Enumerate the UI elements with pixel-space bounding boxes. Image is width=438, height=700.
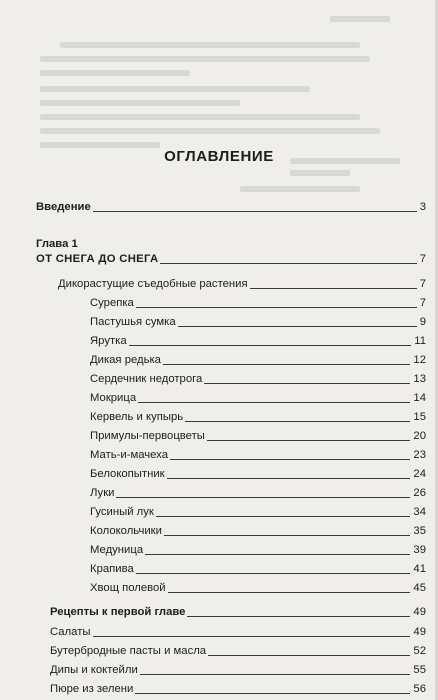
dotted-leader xyxy=(170,459,410,460)
toc-entry-recipe[interactable] xyxy=(50,663,426,677)
toc-entry-label: Сурепка xyxy=(90,297,134,309)
toc-entry-page: 20 xyxy=(413,430,426,442)
bleed-through-text xyxy=(0,0,438,195)
dotted-leader xyxy=(207,440,411,441)
dotted-leader xyxy=(116,497,410,498)
dotted-leader xyxy=(164,535,411,536)
chapter-title: ОТ СНЕГА ДО СНЕГА xyxy=(36,253,159,265)
toc-entry-recipes[interactable] xyxy=(50,605,426,619)
toc-entry-plant[interactable] xyxy=(90,562,426,576)
toc-entry-plant[interactable] xyxy=(90,448,426,462)
dotted-leader xyxy=(168,592,411,593)
toc-entry-label: Пастушья сумка xyxy=(90,316,176,328)
toc-entry-page: 7 xyxy=(419,278,426,290)
toc-entry-label: Ярутка xyxy=(90,335,127,347)
dotted-leader xyxy=(93,211,417,212)
toc-entry-label: Дипы и коктейли xyxy=(50,664,138,676)
toc-entry-label: Бутербродные пасты и масла xyxy=(50,645,207,657)
toc-entry-label: Кервель и купырь xyxy=(90,411,184,423)
dotted-leader xyxy=(167,478,411,479)
toc-entry-plant[interactable] xyxy=(90,581,426,595)
toc-entry-label: Сердечник недотрога xyxy=(90,373,203,385)
toc-entry-page: 7 xyxy=(419,253,426,265)
toc-entry-plant[interactable] xyxy=(90,505,426,519)
dotted-leader xyxy=(178,326,417,327)
toc-entry-label: Крапива xyxy=(90,563,134,575)
toc-entry-page: 11 xyxy=(414,335,426,347)
toc-entry-label: Медуница xyxy=(90,544,144,556)
dotted-leader xyxy=(250,288,417,289)
toc-entry-page: 52 xyxy=(413,645,426,657)
toc-entry-page: 49 xyxy=(413,626,426,638)
page-title: ОГЛАВЛЕНИЕ xyxy=(164,148,274,165)
chapter-number: Глава 1 xyxy=(36,238,78,250)
toc-entry-intro[interactable] xyxy=(36,200,426,214)
toc-entry-label: Мокрица xyxy=(90,392,137,404)
toc-entry-label: Примулы-первоцветы xyxy=(90,430,205,442)
toc-entry-page: 55 xyxy=(413,664,426,676)
dotted-leader xyxy=(163,364,410,365)
toc-entry-plant[interactable] xyxy=(90,410,426,424)
toc-entry-page: 45 xyxy=(413,582,426,594)
toc-entry-page: 3 xyxy=(419,201,426,213)
toc-entry-page: 35 xyxy=(413,525,426,537)
dotted-leader xyxy=(156,516,411,517)
dotted-leader xyxy=(93,636,411,637)
toc-entry-label: Хвощ полевой xyxy=(90,582,166,594)
dotted-leader xyxy=(129,345,412,346)
toc-entry-plant[interactable] xyxy=(90,372,426,386)
toc-entry-page: 24 xyxy=(413,468,426,480)
toc-entry-plant[interactable] xyxy=(90,543,426,557)
toc-entry-plant[interactable] xyxy=(90,315,426,329)
toc-entry-plant[interactable] xyxy=(90,524,426,538)
dotted-leader xyxy=(185,421,410,422)
toc-entry-page: 13 xyxy=(413,373,426,385)
toc-entry-recipe[interactable] xyxy=(50,625,426,639)
toc-entry-page: 34 xyxy=(413,506,426,518)
dotted-leader xyxy=(145,554,410,555)
dotted-leader xyxy=(160,263,416,264)
toc-entry-plant[interactable] xyxy=(90,467,426,481)
toc-entry-label: Салаты xyxy=(50,626,91,638)
toc-entry-page: 14 xyxy=(413,392,426,404)
dotted-leader xyxy=(136,307,417,308)
dotted-leader xyxy=(187,616,410,617)
dotted-leader xyxy=(136,573,411,574)
dotted-leader xyxy=(204,383,410,384)
toc-entry-label: Пюре из зелени xyxy=(50,683,134,695)
toc-entry-recipe[interactable] xyxy=(50,644,426,658)
toc-entry-plant[interactable] xyxy=(90,429,426,443)
dotted-leader xyxy=(135,693,410,694)
toc-entry-label: Дикорастущие съедобные растения xyxy=(58,278,248,290)
toc-entry-page: 7 xyxy=(419,297,426,309)
toc-entry-page: 39 xyxy=(413,544,426,556)
toc-entry-page: 9 xyxy=(419,316,426,328)
toc-entry-plant[interactable] xyxy=(90,334,426,348)
toc-entry-page: 56 xyxy=(413,683,426,695)
toc-entry-label: Гусиный лук xyxy=(90,506,154,518)
toc-entry-page: 23 xyxy=(413,449,426,461)
toc-entry-label: Рецепты к первой главе xyxy=(50,606,186,618)
toc-entry-label: Мать-и-мачеха xyxy=(90,449,168,461)
toc-entry-plant[interactable] xyxy=(90,391,426,405)
dotted-leader xyxy=(138,402,410,403)
toc-entry-page: 26 xyxy=(413,487,426,499)
toc-entry-plant[interactable] xyxy=(90,353,426,367)
toc-entry-chapter[interactable] xyxy=(36,252,426,266)
toc-entry-label: Дикая редька xyxy=(90,354,161,366)
toc-entry-label: Белокопытник xyxy=(90,468,165,480)
toc-entry-section[interactable] xyxy=(58,277,426,291)
toc-entry-label: Введение xyxy=(36,201,91,213)
toc-entry-plant[interactable] xyxy=(90,486,426,500)
toc-entry-page: 15 xyxy=(413,411,426,423)
toc-entry-label: Луки xyxy=(90,487,115,499)
toc-entry-label: Колокольчики xyxy=(90,525,162,537)
dotted-leader xyxy=(140,674,411,675)
toc-entry-page: 12 xyxy=(413,354,426,366)
dotted-leader xyxy=(208,655,410,656)
toc-entry-recipe[interactable] xyxy=(50,682,426,696)
toc-entry-page: 49 xyxy=(413,606,426,618)
toc-entry-page: 41 xyxy=(413,563,426,575)
toc-entry-plant[interactable] xyxy=(90,296,426,310)
